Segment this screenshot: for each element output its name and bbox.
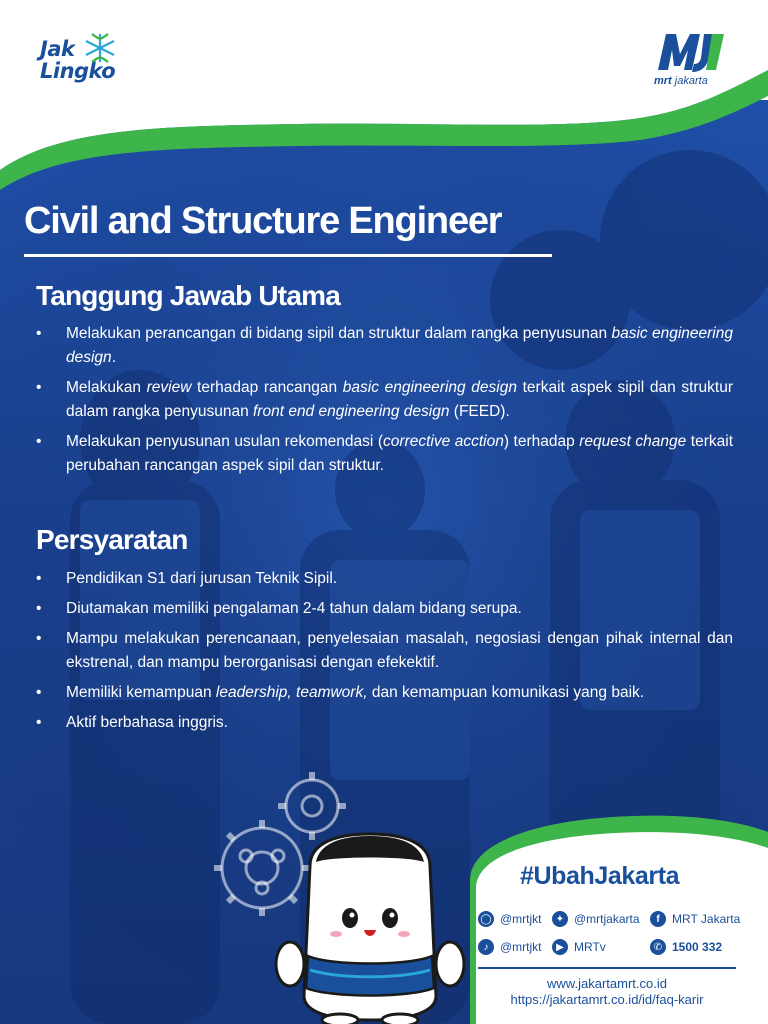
bullet-text: Mampu melakukan perencanaan, penyelesaian masalah, negosiasi dengan pihak internal dan ekstrenal, dan mampu berorganisasi dengan efekektif.	[66, 630, 733, 671]
bullet-text: Pendidikan S1 dari jurusan Teknik Sipil.	[66, 570, 338, 587]
bullet-text: (FEED).	[449, 403, 510, 420]
mrt-logo-icon	[654, 30, 726, 74]
jaklingko-logo	[40, 30, 130, 90]
bullet-text: Diutamakan memiliki pengalaman 2-4 tahun dalam bidang serupa.	[66, 600, 522, 617]
bullet-text: Melakukan penyusunan usulan rekomendasi (	[66, 433, 384, 450]
instagram-handle[interactable]	[478, 911, 542, 927]
bullet-emphasis: leadership, teamwork,	[215, 684, 368, 701]
hashtag: #UbahJakarta	[520, 862, 680, 890]
mrt-logo-caption-rest: jakarta	[671, 75, 708, 87]
bullet-item	[36, 627, 733, 675]
requirements-list	[36, 567, 733, 741]
faq-career-link[interactable]: https://jakartamrt.co.id/id/faq-karir	[510, 992, 704, 1007]
youtube-channel-text: MRTv	[574, 940, 606, 954]
mrt-logo-caption-bold: mrt	[654, 75, 672, 87]
bullet-emphasis: review	[146, 379, 192, 396]
mrt-logo-caption	[654, 75, 708, 87]
instagram-icon: ◯	[478, 911, 494, 927]
bullet-item	[36, 322, 733, 370]
bullet-item	[36, 567, 733, 591]
bullet-text: terkait perubahan rancangan aspek sipil dan struktur.	[66, 433, 733, 474]
responsibilities-heading: Tanggung Jawab Utama	[36, 280, 340, 311]
bullet-text: Melakukan	[66, 379, 147, 396]
bullet-text: Aktif berbahasa inggris.	[66, 714, 228, 731]
jaklingko-logo-word-2: Lingko	[40, 59, 116, 83]
bullet-emphasis: basic engineering design	[66, 325, 733, 366]
bullet-item	[36, 376, 733, 424]
mrt-jakarta-logo	[650, 30, 730, 90]
youtube-icon: ▶	[552, 939, 568, 955]
twitter-icon: ✦	[552, 911, 568, 927]
bullet-text: Melakukan perancangan di bidang sipil dan struktur dalam rangka penyusunan	[66, 325, 612, 342]
tiktok-icon: ♪	[478, 939, 494, 955]
bullet-text: terkait aspek sipil dan struktur dalam rangka penyusunan	[66, 379, 734, 420]
bullet-emphasis: corrective acction	[383, 433, 504, 450]
facebook-icon: f	[650, 911, 666, 927]
bullet-emphasis: front end engineering design	[253, 403, 450, 420]
responsibilities-list	[36, 322, 733, 484]
bullet-emphasis: request change	[579, 433, 687, 450]
title-underline	[24, 254, 552, 257]
jaklingko-star-icon	[80, 30, 120, 66]
mrt-mascot	[270, 776, 470, 1024]
bullet-item	[36, 597, 733, 621]
youtube-channel[interactable]	[552, 939, 606, 955]
phone-number-text: 1500 332	[672, 940, 723, 954]
job-title: Civil and Structure Engineer	[24, 200, 502, 242]
bullet-text: dan kemampuan komunikasi yang baik.	[367, 684, 645, 701]
bullet-emphasis: basic engineering design	[342, 379, 517, 396]
bullet-item	[36, 711, 733, 735]
bullet-text: .	[111, 349, 116, 366]
phone-icon: ✆	[650, 939, 666, 955]
facebook-page[interactable]	[650, 911, 740, 927]
footer-divider	[478, 967, 736, 969]
facebook-page-text: MRT Jakarta	[672, 912, 741, 926]
bullet-text: terhadap rancangan	[191, 379, 343, 396]
bullet-item	[36, 681, 733, 705]
tiktok-handle[interactable]	[478, 939, 542, 955]
requirements-heading: Persyaratan	[36, 524, 188, 555]
website-link[interactable]: www.jakartamrt.co.id	[547, 976, 667, 991]
bullet-item	[36, 430, 733, 478]
instagram-handle-text: @mrtjkt	[500, 912, 542, 926]
twitter-handle-text: @mrtjakarta	[574, 912, 640, 926]
bullet-text: ) terhadap	[503, 433, 580, 450]
twitter-handle[interactable]	[552, 911, 640, 927]
jaklingko-logo-word-1: Jak	[40, 37, 75, 61]
tiktok-handle-text: @mrtjkt	[500, 940, 542, 954]
phone-number[interactable]	[650, 939, 722, 955]
bullet-text: Memiliki kemampuan	[66, 684, 216, 701]
